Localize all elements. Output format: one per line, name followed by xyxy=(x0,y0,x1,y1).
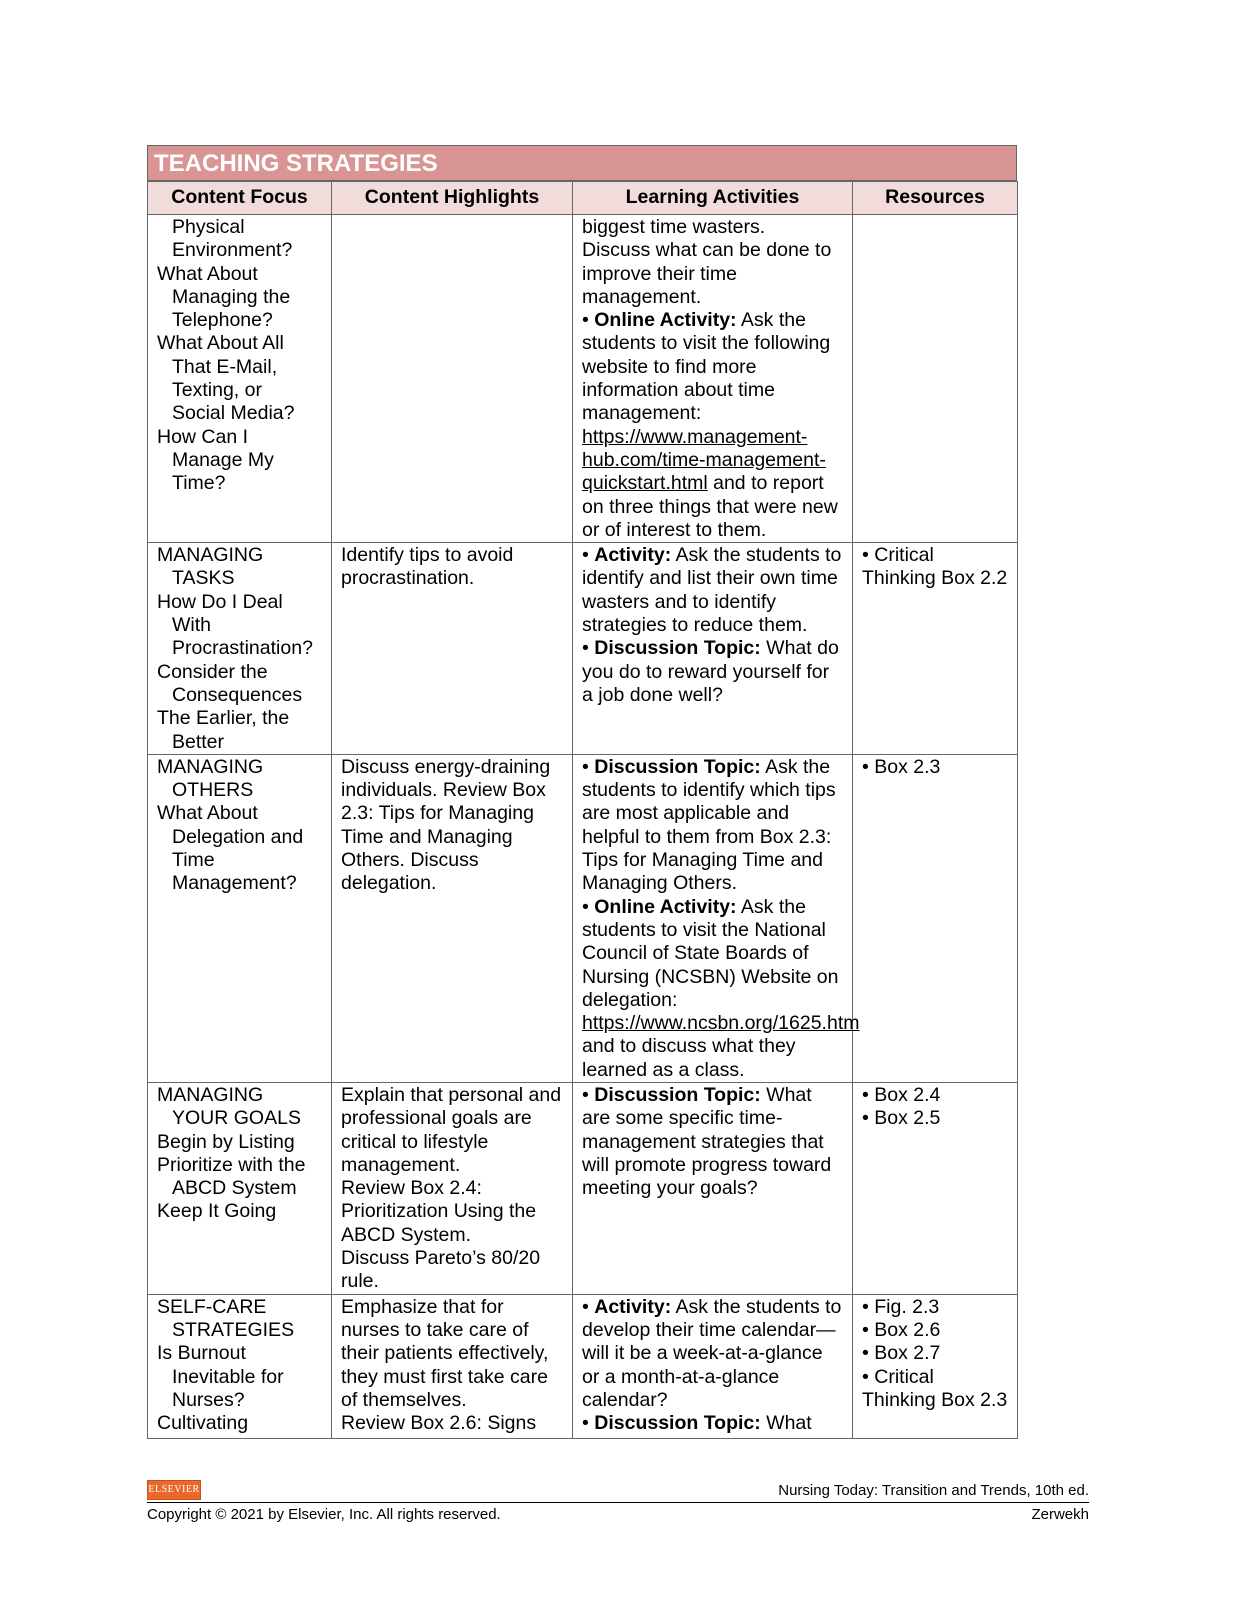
bullet-icon: • xyxy=(582,1412,595,1435)
resources-cell xyxy=(853,1294,1018,1438)
header-content-focus: Content Focus xyxy=(148,182,332,215)
table-banner: TEACHING STRATEGIES xyxy=(147,145,1017,181)
activity-item xyxy=(582,1084,843,1200)
activity-label: Online Activity: xyxy=(594,895,737,918)
content-focus-line: ABCD System xyxy=(172,1177,297,1200)
activity-item xyxy=(582,637,843,707)
content-focus-line: Texting, or xyxy=(172,379,262,402)
content-focus-line: Keep It Going xyxy=(157,1200,277,1223)
book-title: Nursing Today: Transition and Trends, 10th ed. xyxy=(778,1482,1089,1499)
content-highlight-text: Review Box 2.6: Signs xyxy=(341,1412,537,1435)
activity-description: Ask the students to identify which tips are most applicable and helpful to them from Box 2.3: Tips for Managing Time and Managing Others. xyxy=(582,755,836,895)
content-focus-line: With xyxy=(172,614,211,637)
resources-cell xyxy=(853,754,1018,1082)
header-content-highlights: Content Highlights xyxy=(332,182,573,215)
activity-label: Activity: xyxy=(594,544,672,567)
content-focus-line: OTHERS xyxy=(172,779,254,802)
activity-description-end: and to discuss what they learned as a class. xyxy=(582,1035,796,1081)
bullet-icon: • xyxy=(582,895,595,918)
activity-description: What xyxy=(760,1412,812,1435)
content-focus-line: How Do I Deal xyxy=(157,590,283,613)
activity-description: Ask the students to develop their time calendar—will it be a week-at-a-glance or a month-at-a-glance calendar? xyxy=(582,1295,842,1411)
content-focus-line: Inevitable for xyxy=(172,1365,284,1388)
content-focus-line: How Can I xyxy=(157,425,249,448)
content-focus-line: Consider the xyxy=(157,660,268,683)
content-focus-line: STRATEGIES xyxy=(172,1318,295,1341)
content-focus-line: Telephone? xyxy=(172,309,273,332)
content-focus-line: Physical xyxy=(172,216,245,238)
content-highlights-cell xyxy=(332,543,573,755)
table-row xyxy=(148,1294,1018,1438)
learning-activities-cell xyxy=(573,1294,853,1438)
activity-label: Discussion Topic: xyxy=(594,1083,761,1106)
content-highlight-text: Review Box 2.4: Prioritization Using the ABCD System. xyxy=(341,1177,537,1246)
content-highlight-text: Emphasize that for nurses to take care of their patients effectively, they must first take care of themselves. xyxy=(341,1295,549,1411)
content-focus-line: Nurses? xyxy=(172,1388,245,1411)
content-focus-cell xyxy=(148,1294,332,1438)
resource-item: • Critical Thinking Box 2.3 xyxy=(862,1365,1008,1411)
content-highlights-cell xyxy=(332,754,573,1082)
activity-item xyxy=(582,1412,843,1435)
activity-label: Online Activity: xyxy=(594,309,737,332)
content-focus-line: Social Media? xyxy=(172,402,295,425)
resource-item: • Critical Thinking Box 2.2 xyxy=(862,544,1008,590)
activity-label: Discussion Topic: xyxy=(594,637,761,660)
header-resources: Resources xyxy=(853,182,1018,215)
footer-rule xyxy=(147,1502,1089,1503)
content-focus-line: Begin by Listing xyxy=(157,1130,295,1153)
bullet-icon: • xyxy=(582,1083,595,1106)
content-focus-cell xyxy=(148,543,332,755)
resources-cell xyxy=(853,215,1018,543)
content-focus-line: Prioritize with the xyxy=(157,1153,306,1176)
content-focus-line: Consequences xyxy=(172,683,303,706)
resource-item: • Box 2.7 xyxy=(862,1342,941,1365)
header-row xyxy=(148,182,1018,215)
table-row xyxy=(148,215,1018,543)
author-name: Zerwekh xyxy=(1031,1506,1089,1523)
learning-activities-cell xyxy=(573,754,860,1082)
content-focus-line: Management? xyxy=(172,872,297,895)
activity-description: Ask the students to identify and list their own time wasters and to identify strategies to reduce them. xyxy=(582,544,842,637)
resource-item: • Box 2.6 xyxy=(862,1318,941,1341)
activity-description: What do you do to reward yourself for a job done well? xyxy=(582,637,839,706)
activity-label: Discussion Topic: xyxy=(594,755,761,778)
activity-item xyxy=(582,544,843,637)
content-focus-line: What About xyxy=(157,262,258,285)
content-focus-line: Cultivating xyxy=(157,1412,249,1435)
content-focus-line: Time? xyxy=(172,472,226,495)
content-focus-cell xyxy=(148,754,332,1082)
elsevier-logo: ELSEVIER xyxy=(147,1480,201,1500)
learning-activities-cell xyxy=(573,543,853,755)
bullet-icon: • xyxy=(582,637,595,660)
learning-activities-cell xyxy=(573,215,853,543)
content-focus-line: What About All xyxy=(157,332,284,355)
content-focus-line: MANAGING xyxy=(157,755,264,778)
activity-description-end: and to report on three things that were new or of interest to them. xyxy=(582,472,838,541)
activity-item xyxy=(582,309,843,542)
resource-item: • Box 2.3 xyxy=(862,755,941,778)
header-learning-activities: Learning Activities xyxy=(573,182,853,215)
bullet-icon: • xyxy=(582,1295,595,1318)
activity-description: What are some specific time-management strategies that will promote progress toward meeting your goals? xyxy=(582,1083,832,1200)
content-focus-line: MANAGING xyxy=(157,1083,264,1106)
resources-cell xyxy=(853,543,1018,755)
table-row xyxy=(148,1082,1018,1294)
content-focus-line: Is Burnout xyxy=(157,1342,246,1365)
content-highlight-text: Discuss energy-draining individuals. Review Box 2.3: Tips for Managing Time and Managing Others. Discuss delegation. xyxy=(341,755,551,895)
resource-item: • Box 2.4 xyxy=(862,1083,941,1106)
activity-description: biggest time wasters. xyxy=(582,216,766,238)
content-focus-line: Procrastination? xyxy=(172,637,313,660)
content-highlights-cell xyxy=(332,215,573,543)
content-highlights-cell xyxy=(332,1082,573,1294)
teaching-strategies-table xyxy=(147,145,1017,1439)
content-focus-cell xyxy=(148,1082,332,1294)
content-focus-line: That E-Mail, xyxy=(172,355,278,378)
activity-item xyxy=(582,756,843,896)
resource-item: • Box 2.5 xyxy=(862,1107,941,1130)
content-focus-line: What About xyxy=(157,802,258,825)
activity-label: Activity: xyxy=(594,1295,672,1318)
copyright-notice: Copyright © 2021 by Elsevier, Inc. All rights reserved. xyxy=(147,1506,501,1523)
table-row xyxy=(148,543,1018,755)
activity-description: Ask the students to visit the National Council of State Boards of Nursing (NCSBN) Website on delegation: xyxy=(582,895,839,1011)
content-focus-line: MANAGING xyxy=(157,544,264,567)
content-focus-line: Manage My xyxy=(172,448,274,471)
content-focus-line: Environment? xyxy=(172,239,293,262)
table-row xyxy=(148,754,1018,1082)
bullet-icon: • xyxy=(582,544,595,567)
content-focus-line: The Earlier, the xyxy=(157,707,290,730)
content-focus-line: Managing the xyxy=(172,285,291,308)
activity-label: Discussion Topic: xyxy=(594,1412,761,1435)
content-focus-line: Better xyxy=(172,730,225,753)
content-highlight-text: Identify tips to avoid procrastination. xyxy=(341,544,514,590)
content-focus-line: TASKS xyxy=(172,567,235,590)
activity-item xyxy=(582,1296,843,1412)
activity-text xyxy=(582,216,843,239)
activity-link[interactable]: https://www.ncsbn.org/1625.htm xyxy=(582,1012,860,1035)
learning-activities-cell xyxy=(573,1082,853,1294)
content-focus-line: Delegation and xyxy=(172,825,304,848)
bullet-icon: • xyxy=(582,309,595,332)
content-highlight-text: Discuss Pareto’s 80/20 rule. xyxy=(341,1247,541,1293)
bullet-icon: • xyxy=(582,755,595,778)
content-highlights-cell xyxy=(332,1294,573,1438)
activity-link[interactable]: https://www.management-hub.com/time-management-quickstart.html xyxy=(582,425,826,495)
resources-cell xyxy=(853,1082,1018,1294)
content-focus-cell xyxy=(148,215,332,543)
content-focus-line: Time xyxy=(172,849,215,872)
content-focus-line: SELF-CARE xyxy=(157,1295,267,1318)
resource-item: • Fig. 2.3 xyxy=(862,1295,940,1318)
activity-description: Discuss what can be done to improve their time management. xyxy=(582,239,832,308)
activity-text xyxy=(582,239,843,309)
content-highlight-text: Explain that personal and professional goals are critical to lifestyle management. xyxy=(341,1083,562,1176)
activity-description: Ask the students to visit the following website to find more information about time management: xyxy=(582,309,831,425)
content-focus-line: YOUR GOALS xyxy=(172,1107,301,1130)
activity-item xyxy=(582,895,860,1082)
